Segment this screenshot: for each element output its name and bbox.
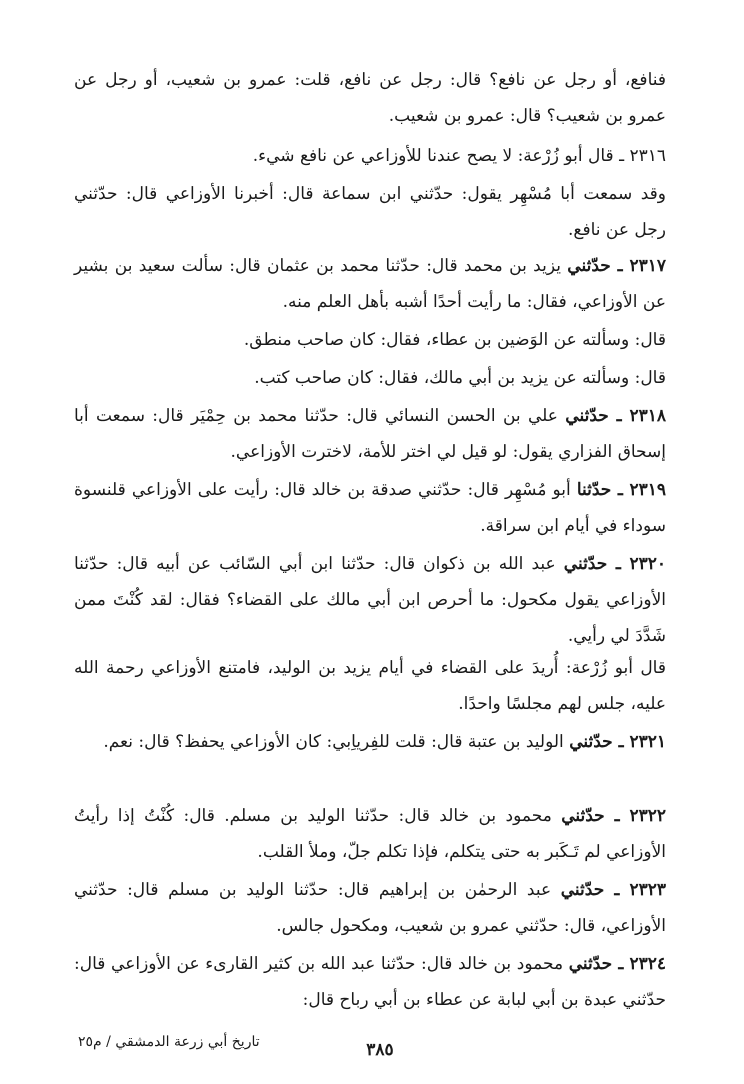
paragraph-2320-text: عبد الله بن ذكوان قال: حدّثنا ابن أبي السّائب عن أبيه قال: حدّثنا الأوزاعي يقول مكحول: ما أحرص ابن أبي مالك على القضاء؟ فقال: لقد كُنْتَ ممن شَدَّدَ لي رأيي.: [74, 554, 666, 646]
paragraph-2316-text: ٢٣١٦ ـ قال أبو زُرْعة: لا يصح عندنا للأوزاعي عن نافع شيء.: [252, 146, 666, 166]
page-number: ٣٨٥: [366, 1040, 394, 1060]
paragraph-2318: [74, 398, 666, 470]
paragraph-2322: [74, 798, 666, 870]
paragraph-wadin: [74, 322, 666, 358]
paragraph-2319-head: ٢٣١٩ ـ حدّثنا: [576, 480, 666, 500]
paragraph-2319-text: أبو مُسْهِر قال: حدّثني صدقة بن خالد قال: رأيت على الأوزاعي قلنسوة سوداء في أيام ابن سراقة.: [74, 480, 666, 536]
paragraph-2317: [74, 248, 666, 320]
paragraph-2322-text: محمود بن خالد قال: حدّثنا الوليد بن مسلم. قال: كُنْتُ إذا رأيتُ الأوزاعي لم تَـكَبر به حتى يتكلم، فإذا تكلم جلّ، وملأ القلب.: [74, 806, 666, 862]
paragraph-1: [74, 62, 666, 134]
footer-book-title: تاريخ أبي زرعة الدمشقي / م٢٥: [78, 1034, 260, 1050]
paragraph-yazid: [74, 360, 666, 396]
paragraph-2321: [74, 724, 666, 760]
paragraph-2318-text: علي بن الحسن النسائي قال: حدّثنا محمد بن حِمْيَر قال: سمعت أبا إسحاق الفزاري يقول: لو قيل لي اختر للأمة، لاخترت الأوزاعي.: [74, 406, 666, 462]
paragraph-2318-head: ٢٣١٨ ـ حدّثني: [565, 406, 667, 426]
paragraph-2321-text: الوليد بن عتبة قال: قلت للفِرياِبي: كان الأوزاعي يحفظ؟ قال: نعم.: [103, 732, 570, 752]
paragraph-2323: [74, 872, 666, 944]
paragraph-2324: [74, 946, 666, 1018]
paragraph-1-text: فنافع، أو رجل عن نافع؟ قال: رجل عن نافع، قلت: عمرو بن شعيب، أو رجل عن عمرو بن شعيب؟ قال: عمرو بن شعيب.: [74, 70, 666, 126]
paragraph-abu-mushir: [74, 176, 666, 248]
paragraph-abu-zura-text: قال أبو زُرْعة: أُريدَ على القضاء في أيام يزيد بن الوليد، فامتنع الأوزاعي رحمة الله عليه، جلس لهم مجلسًا واحدًا.: [74, 658, 666, 714]
paragraph-yazid-text: قال: وسألته عن يزيد بن أبي مالك، فقال: كان صاحب كتب.: [254, 368, 666, 388]
paragraph-abu-zura: [74, 650, 666, 722]
paragraph-abu-mushir-text: وقد سمعت أبا مُسْهِر يقول: حدّثني ابن سماعة قال: أخبرنا الأوزاعي قال: حدّثني رجل عن نافع.: [74, 184, 666, 240]
paragraph-2323-head: ٢٣٢٣ ـ حدّثني: [560, 880, 666, 900]
paragraph-2320-head: ٢٣٢٠ ـ حدّثني: [563, 554, 667, 574]
paragraph-2324-head: ٢٣٢٤ ـ حدّثني: [568, 954, 666, 974]
paragraph-2320: [74, 546, 666, 654]
paragraph-2319: [74, 472, 666, 544]
paragraph-2321-head: ٢٣٢١ ـ حدّثني: [569, 732, 666, 752]
paragraph-2322-head: ٢٣٢٢ ـ حدّثني: [561, 806, 667, 826]
paragraph-2317-text: يزيد بن محمد قال: حدّثنا محمد بن عثمان قال: سألت سعيد بن بشير عن الأوزاعي، فقال: ما رأيت أحدًا أشبه بأهل العلم منه.: [74, 256, 666, 312]
paragraph-2323-text: عبد الرحمٰن بن إبراهيم قال: حدّثنا الوليد بن مسلم قال: حدّثني الأوزاعي، قال: حدّثني عمرو بن شعيب، ومكحول جالس.: [74, 880, 666, 936]
paragraph-2324-text: محمود بن خالد قال: حدّثنا عبد الله بن كثير القارىء عن الأوزاعي قال: حدّثني عبدة بن أبي لبابة عن عطاء بن أبي رباح قال:: [74, 954, 666, 1010]
paragraph-wadin-text: قال: وسألته عن الوَضين بن عطاء، فقال: كان صاحب منطق.: [243, 330, 666, 350]
paragraph-2317-head: ٢٣١٧ ـ حدّثني: [567, 256, 667, 276]
paragraph-2316: [74, 138, 666, 174]
